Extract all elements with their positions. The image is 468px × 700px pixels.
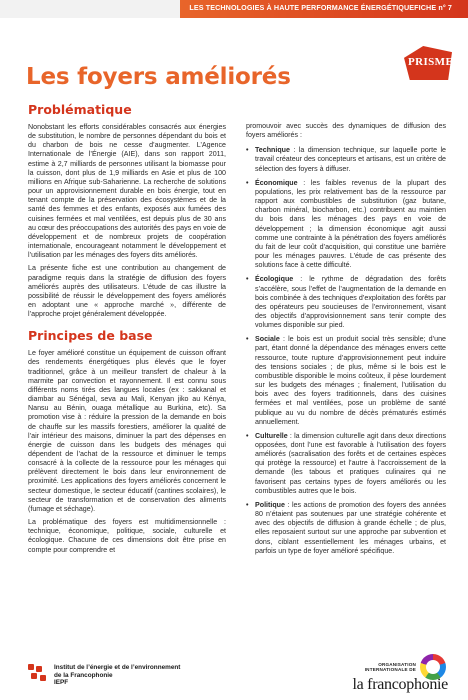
series-tag: LES TECHNOLOGIES À HAUTE PERFORMANCE ÉNERGÉTIQUEFICHE n° 7 <box>189 3 452 12</box>
paragraph-problematique-1: Nonobstant les efforts considérables consacrés aux énergies de substitution, le nombre de personnes dépendant du bois et du charbon de bois ne cesse d’augmenter. L’Agence Internationale de l’Énergie (AIE), dans son rapport 2011, estime à 2,7 milliards de personnes utilisant la biomasse pour la cuisson, dont plus de 1,9 milliards en Asie et plus de 100 millions en Afrique sub-Saharienne. La recherche de solutions pour un approvisionnement durable en bois énergie, tout en tenant compte de la préservation des écosystèmes et de la santé des femmes et des enfants, exposés aux fumées des cuisines fermées et mal ventilées, est depuis plus de 30 ans au cœur des préoccupations des autorités des pays en voie de développement et de nombreux projets de coopération internationale, encourageant notamment le développement et l’utilisation par les ménages des foyers dits améliorés. <box>28 123 226 260</box>
item-label: Écologique <box>255 275 294 284</box>
right-column <box>246 122 446 642</box>
iepf-line-2: de la Francophonie <box>54 671 113 679</box>
org-line-1: ORGANISATION <box>378 662 416 667</box>
iepf-line-1: Institut de l’énergie et de l’environnement <box>54 664 181 671</box>
paragraph-principes-1: Le foyer amélioré constitue un équipement de cuisson offrant des rendements énergétiques plus élevés que le foyer traditionnel, grâce à un meilleur transfert de chaleur à la marmite par convection et rayonnement. Il est connu sous différents noms tirés des langues locales (ex : sakkanal et diambar au Sénégal, seva au Mali, Kenyan jiko au Kénya, Nansu au Bénin, ouaga métallique au Burkina, etc). Sa promotion vise à : réduire la pression de la demande en bois de chauffe sur les massifs forestiers, améliorer la qualité de l’air intérieur des maisons, diminuer la part des dépenses en énergie de cuisson dans les budgets des ménages qui dépendent de l’achat de la ressource et diminuer le temps consacré à la collecte de la ressource pour les ménages qui prélèvent directement le bois dans leur environnement de proximité. Les applications des foyers améliorés concernent le secteur domestique, le secteur éducatif (cantines scolaires), le secteur de transformation et de conservation des aliments (fumage et séchage). <box>28 349 226 513</box>
bullet-icon: • <box>246 335 249 344</box>
prisme-logo <box>400 40 456 92</box>
bullet-icon: • <box>246 500 249 509</box>
iepf-logo-icon <box>28 664 50 684</box>
left-column <box>28 102 226 634</box>
bullet-icon: • <box>246 431 249 440</box>
footer <box>0 650 468 700</box>
page-title: Les foyers améliorés <box>26 64 291 90</box>
item-label: Culturelle <box>255 431 288 440</box>
item-text: : le bois est un produit social très sensible; d’une part, étant donné la dépendance des ménages envers cette ressource, toute rupture d’approvisionnement peut induire des tensions sociales ; de plus, même si le bois est le combustible disponible le moins coûteux, il pèse lourdement sur les budgets des ménages ; finalement, l’utilisation du bois avec des foyers traditionnels, dans des cuisines fermées et mal ventilées, pose un problème de santé publique au vu du nombre de décès prématurés estimés annuellement. <box>255 335 446 426</box>
iepf-name <box>54 664 214 687</box>
paragraph-intro: promouvoir avec succès des dynamiques de diffusion des foyers améliorés : <box>246 122 446 140</box>
paragraph-principes-2: La problématique des foyers est multidimensionnelle : technique, économique, politique, sociale, culturelle et écologique. Chacune de ces dimensions doit être prise en compte pour comprendre et <box>28 518 226 554</box>
bullet-icon: • <box>246 146 249 155</box>
francophonie-name: la francophonie <box>352 676 448 693</box>
francophonie-logo <box>300 654 450 698</box>
francophonie-org-label <box>316 662 416 673</box>
top-banner <box>0 0 468 18</box>
list-item-culturelle <box>246 432 446 496</box>
dimension-list <box>246 146 446 556</box>
heading-principes: Principes de base <box>28 328 153 344</box>
item-label: Économique <box>255 178 298 187</box>
item-text: : le rythme de dégradation des forêts s’accélère, sous l’effet de l’augmentation de la demande en bois combinée à des techniques d’exploitation des forêts par des opérateurs peu soucieuses de l’environnement, visant des objectifs d’approvisionnement sans tenir compte des volumes disponible sur pied. <box>255 275 446 330</box>
prisme-logo-word: PRISME <box>408 56 454 68</box>
item-label: Politique <box>255 500 285 509</box>
iepf-line-3: IEPF <box>54 679 69 687</box>
bullet-icon: • <box>246 275 249 284</box>
list-item-politique <box>246 501 446 556</box>
list-item-technique <box>246 146 446 173</box>
item-text: : la dimension technique, sur laquelle porte le travail créateur des concepteurs et artisans, est un critère de sélection des foyers à diffuser. <box>255 146 446 173</box>
item-text: : les faibles revenus de la plupart des populations, les prix relativement bas de la ressource par rapport aux combustibles de substitution (gaz butane, charbon minéral, biocharbon, etc.) contribuent au maintien du bois dans les ménages des pays en voie de développement ; la dimension économique agit aussi comme une contrainte à la pénétration des foyers améliorés du fait de leur coût d’acquisition, qui constitue une barrière pour les ménages pauvres. L’étude de cas présente des solutions face à cette difficulté. <box>255 178 446 270</box>
list-item-sociale <box>246 335 446 427</box>
org-line-2: INTERNATIONALE DE <box>364 667 416 673</box>
item-text: : la dimension culturelle agit dans deux directions opposées, dont l’une est favorable à l’utilisation des foyers améliorés (sacralisation des forêts et de certaines espèces qui protège la ressource) et l’autre à l’accroissement de la demande (les tabous et pratiques culinaires qui ne favorisent pas certains types de foyers améliorés ou les combustibles autres que le bois. <box>255 431 446 495</box>
item-label: Sociale <box>255 335 280 344</box>
bullet-icon: • <box>246 178 249 187</box>
paragraph-problematique-2: La présente fiche est une contribution au changement de paradigme requis dans la stratégie de diffusion des foyers améliorés auprès des utilisateurs. L’étude de cas illustre la possibilité de réussir le développement des foyers améliorés en adoptant une « approche marché », différente de l’approche projet généralement développée. <box>28 264 226 319</box>
list-item-ecologique <box>246 275 446 330</box>
list-item-economique <box>246 179 446 271</box>
heading-problematique: Problématique <box>28 102 132 117</box>
item-label: Technique <box>255 146 290 155</box>
item-text: : les actions de promotion des foyers des années 80 n’étaient pas soutenues par une stratégie cohérente et avec des objectifs de diffusion à grande échelle ; de plus, elles reposaient surtout sur une approche par subvention et dons, ciblant essentiellement les ménages urbains, et parfois un type de foyer amélioré spécifique. <box>255 500 446 555</box>
